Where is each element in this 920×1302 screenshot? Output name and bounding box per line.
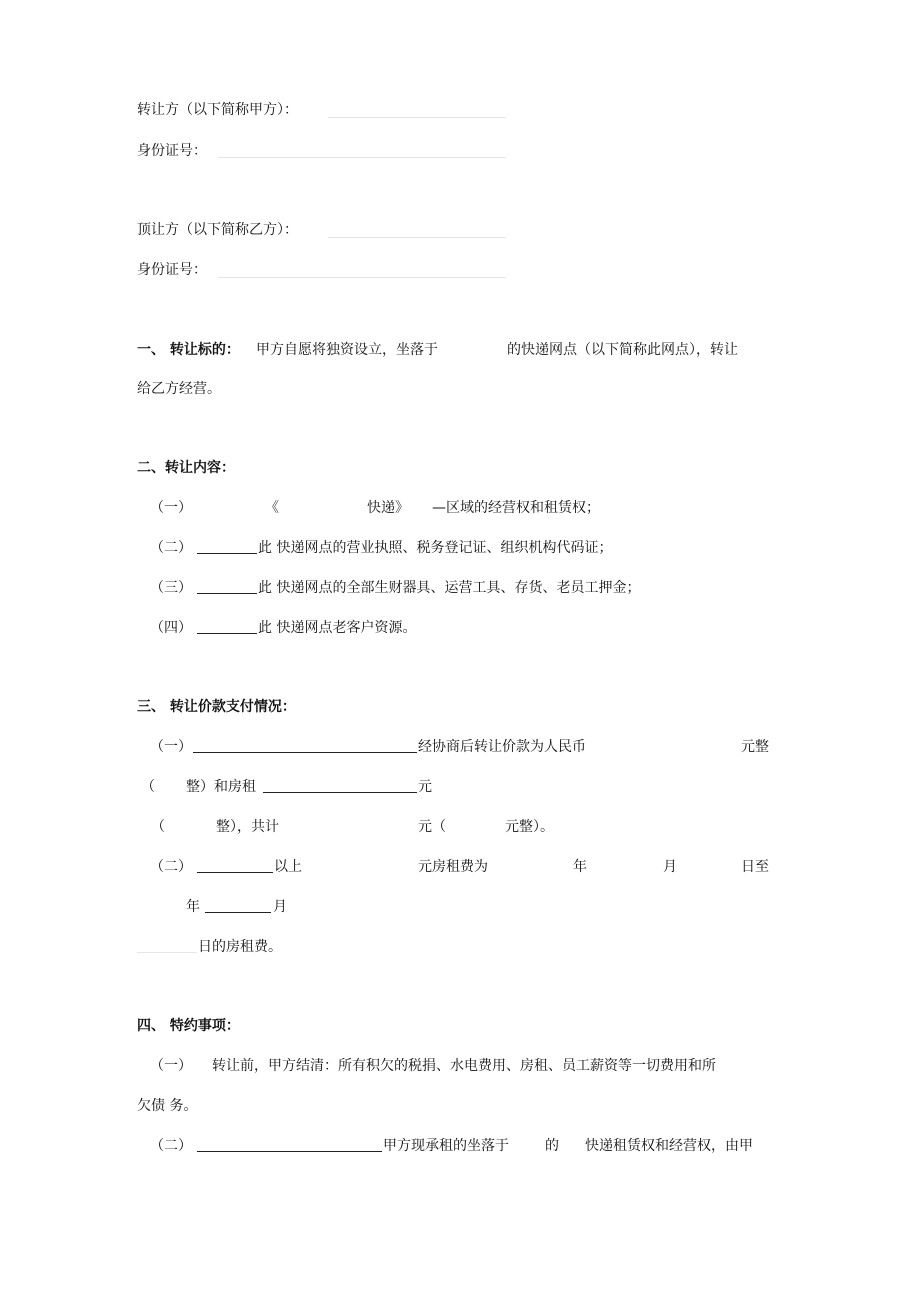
- transferor-label: 转让方（以下简称甲方）：: [137, 102, 298, 118]
- item-number: （二）: [150, 859, 192, 875]
- clause-text: 元整）。: [505, 819, 554, 835]
- clause-text: 此 快递网点的全部生财器具、运营工具、存货、老员工押金；: [258, 580, 641, 596]
- clause-text: 日至: [741, 859, 769, 875]
- transferor-id-field[interactable]: [218, 157, 506, 158]
- clause-text: 整），共计: [216, 819, 279, 835]
- blank-underline[interactable]: [197, 553, 257, 554]
- section-heading: 四、 特约事项：: [137, 1018, 240, 1034]
- blank-underline[interactable]: [193, 752, 417, 753]
- blank-underline[interactable]: [205, 912, 271, 913]
- clause-text: 快递租赁权和经营权，由甲: [585, 1138, 753, 1154]
- clause-text: 月: [663, 859, 677, 875]
- item-number: （一）: [150, 500, 192, 516]
- item-number: （二）: [150, 1138, 192, 1154]
- clause-text: 甲方自愿将独资设立，坐落于: [256, 342, 438, 358]
- blank-underline[interactable]: [197, 633, 257, 634]
- clause-text: —区域的经营权和租赁权；: [432, 500, 600, 516]
- clause-text: 元房租费为: [418, 859, 488, 875]
- clause-text: 整）和房租: [186, 779, 256, 795]
- clause-text: 以上: [274, 859, 302, 875]
- clause-text: （: [151, 819, 165, 835]
- item-number: （一）: [150, 739, 192, 755]
- clause-text: 快递》: [367, 500, 409, 516]
- transferee-name-field[interactable]: [328, 237, 506, 238]
- clause-text: 此 快递网点的营业执照、税务登记证、组织机构代码证；: [258, 540, 613, 556]
- blank-underline[interactable]: [137, 952, 197, 953]
- item-number: （一）: [150, 1058, 192, 1074]
- clause-text: 元整: [741, 739, 769, 755]
- clause-text: 此 快递网点老客户资源。: [258, 620, 417, 636]
- clause-text: 欠债 务。: [137, 1098, 198, 1114]
- section-heading: 三、 转让价款支付情况：: [137, 699, 296, 715]
- clause-text: 经协商后转让价款为人民币: [418, 739, 586, 755]
- id-number-label: 身份证号：: [137, 143, 207, 159]
- clause-text: 年: [573, 859, 587, 875]
- clause-text: 给乙方经营。: [137, 381, 221, 397]
- transferee-id-field[interactable]: [218, 277, 506, 278]
- id-number-label: 身份证号：: [137, 262, 207, 278]
- blank-underline[interactable]: [197, 1151, 382, 1152]
- clause-text: 元: [418, 779, 432, 795]
- blank-underline[interactable]: [197, 872, 273, 873]
- clause-text: 的快递网点（以下简称此网点），转让: [507, 342, 738, 358]
- clause-text: 月: [273, 899, 287, 915]
- item-number: （二）: [150, 540, 192, 556]
- item-number: （三）: [150, 580, 192, 596]
- clause-text: 甲方现承租的坐落于: [383, 1138, 509, 1154]
- transferee-label: 顶让方（以下简称乙方）：: [137, 222, 298, 238]
- clause-text: （: [141, 779, 155, 795]
- clause-text: 转让前，甲方结清：所有积欠的税捐、水电费用、房租、员工薪资等一切费用和所: [212, 1058, 716, 1074]
- clause-text: 年: [186, 899, 200, 915]
- item-number: （四）: [150, 620, 192, 636]
- transferor-name-field[interactable]: [328, 117, 506, 118]
- blank-underline[interactable]: [263, 792, 417, 793]
- clause-text: 元（: [418, 819, 446, 835]
- section-heading: 二、转让内容：: [137, 460, 235, 476]
- clause-text: 的: [545, 1138, 559, 1154]
- clause-text: 日的房租费。: [198, 939, 282, 955]
- section-heading: 一、 转让标的：: [137, 342, 240, 358]
- blank-underline[interactable]: [197, 593, 257, 594]
- clause-text: 《: [265, 500, 279, 516]
